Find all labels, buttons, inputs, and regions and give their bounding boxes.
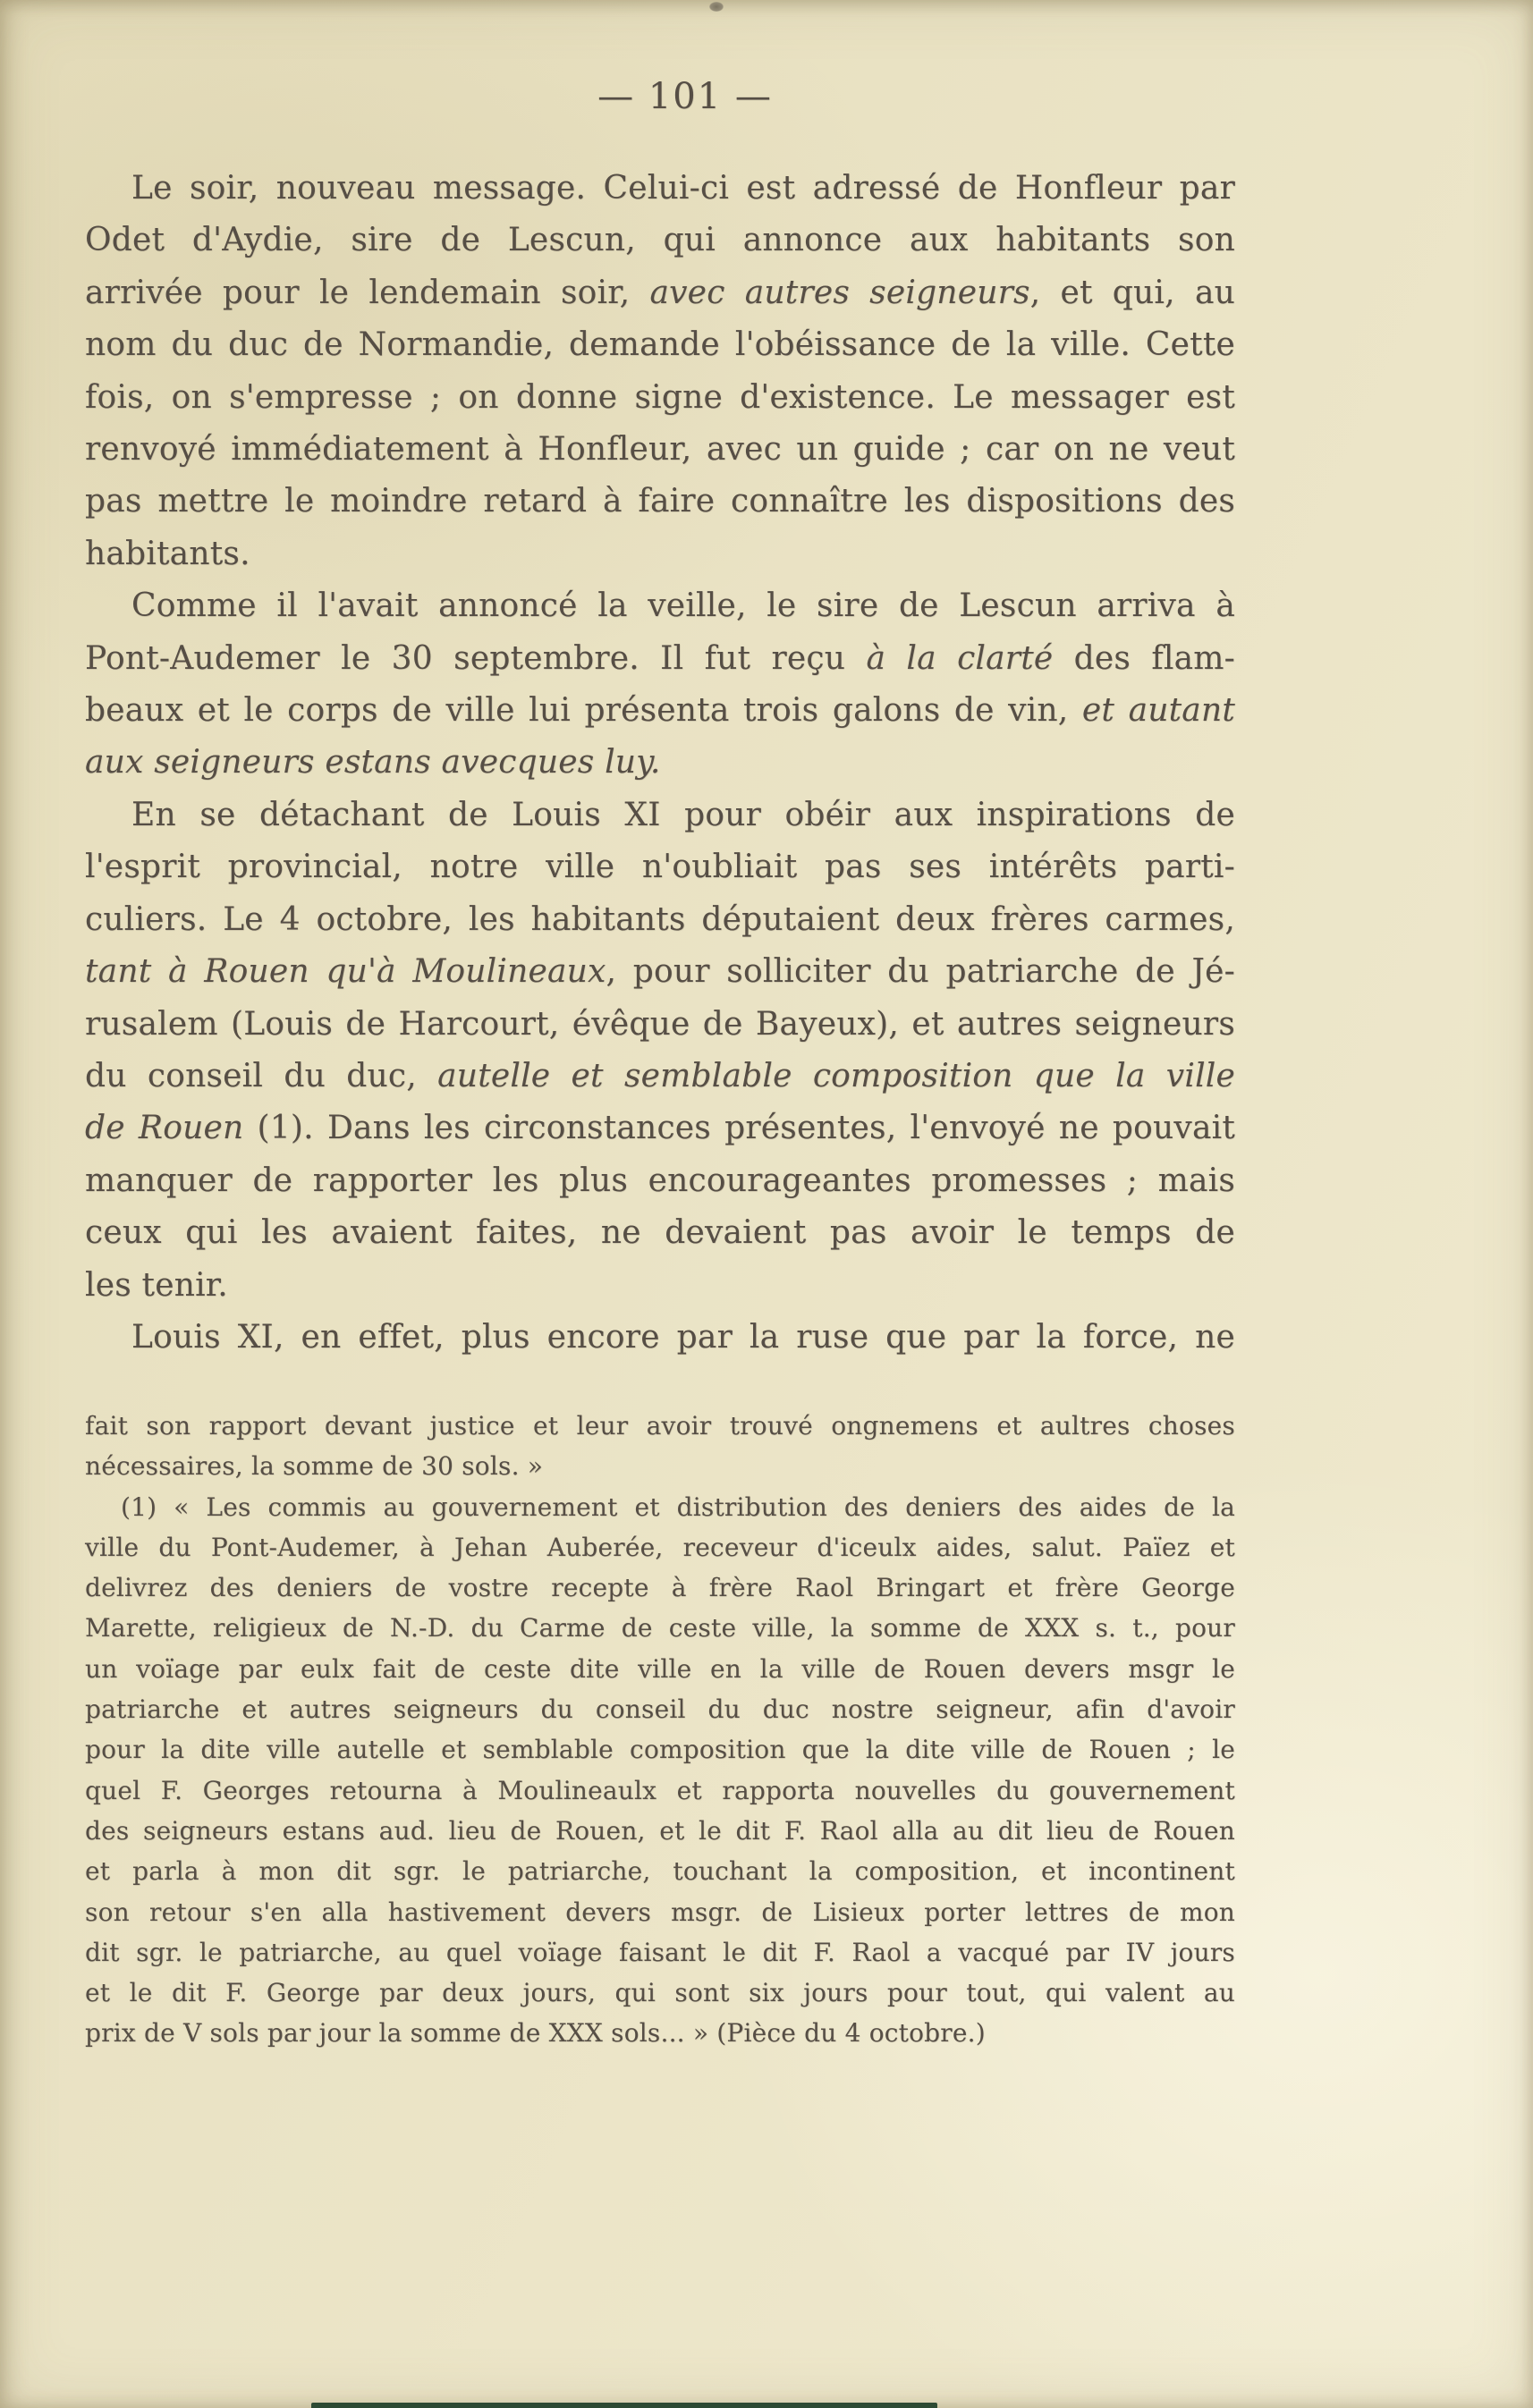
text-segment: un voïage par eulx fait de ceste dite ville en la ville de Rouen devers msgr le	[85, 1653, 1235, 1684]
text-segment: , et qui, au	[1029, 274, 1235, 311]
text-segment: l'esprit provincial, notre ville n'oubliait pas ses intérêts parti-	[85, 849, 1235, 886]
text-segment: fait son rapport devant justice et leur avoir trouvé ongnemens et aultres choses	[85, 1411, 1235, 1441]
text-segment: beaux et le corps de ville lui présenta trois galons de vin,	[85, 692, 1082, 730]
main-text	[85, 163, 1235, 1364]
text-segment: Odet d'Aydie, sire de Lescun, qui annonce aux habitants son	[85, 222, 1235, 259]
italic-phrase: tant à Rouen qu'à Moulineaux	[85, 953, 606, 991]
text-line	[85, 633, 1235, 685]
text-line	[85, 1608, 1235, 1648]
scan-speck	[709, 2, 724, 12]
text-segment: , pour solliciter du patriarche de Jé-	[606, 953, 1235, 991]
text-line	[85, 1689, 1235, 1729]
text-line	[85, 1103, 1235, 1154]
text-line	[85, 1892, 1235, 1932]
text-line	[85, 215, 1235, 266]
text-line	[85, 319, 1235, 371]
text-line	[85, 1051, 1235, 1103]
text-line	[85, 894, 1235, 946]
text-line	[85, 1527, 1235, 1567]
text-segment: delivrez des deniers de vostre recepte à frère Raol Bringart et frère George	[85, 1573, 1235, 1603]
text-line	[85, 163, 1235, 215]
italic-phrase: aux seigneurs estans avecques luy.	[85, 744, 661, 782]
text-line	[85, 999, 1235, 1051]
text-line	[85, 1811, 1235, 1851]
text-line	[85, 1932, 1235, 1973]
text-line	[85, 841, 1235, 893]
text-segment: rusalem (Louis de Harcourt, évêque de Bayeux), et autres seigneurs	[85, 1005, 1235, 1043]
text-line	[85, 267, 1235, 319]
text-segment: Marette, religieux de N.-D. du Carme de ceste ville, la somme de XXX s. t., pour	[85, 1613, 1235, 1643]
text-segment: renvoyé immédiatement à Honfleur, avec un guide ; car on ne veut	[85, 431, 1235, 469]
text-segment: Pont-Audemer le 30 septembre. Il fut reçu	[85, 639, 867, 677]
text-line	[85, 1973, 1235, 2013]
italic-phrase: et autant	[1081, 692, 1236, 730]
text-line	[85, 1851, 1235, 1891]
bottom-green-strip	[311, 2403, 937, 2408]
text-line	[85, 2013, 1235, 2053]
text-line	[85, 372, 1235, 424]
text-segment: du conseil du duc,	[85, 1057, 438, 1094]
page-number: — 101 —	[597, 76, 773, 117]
text-segment: habitants.	[85, 535, 250, 572]
text-segment: ville du Pont-Audemer, à Jehan Auberée, receveur d'iceulx aides, salut. Païez et	[85, 1532, 1235, 1562]
text-line	[85, 1312, 1235, 1364]
text-segment: Louis XI, en effet, plus encore par la ruse que par la force, ne	[131, 1318, 1235, 1356]
text-line	[85, 1729, 1235, 1770]
text-segment: des seigneurs estans aud. lieu de Rouen, et le dit F. Raol alla au dit lieu de Rouen	[85, 1815, 1235, 1846]
text-segment: patriarche et autres seigneurs du conseil du duc nostre seigneur, afin d'avoir	[85, 1694, 1235, 1725]
text-line	[85, 737, 1235, 789]
text-line	[85, 476, 1235, 528]
text-segment: fois, on s'empresse ; on donne signe d'existence. Le messager est	[85, 378, 1235, 416]
text-segment: Le soir, nouveau message. Celui-ci est adressé de Honfleur par	[131, 170, 1235, 207]
text-segment: pas mettre le moindre retard à faire connaître les dispositions des	[85, 483, 1235, 520]
text-segment: dit sgr. le patriarche, au quel voïage faisant le dit F. Raol a vacqué par IV jours	[85, 1937, 1235, 1967]
text-line	[85, 580, 1235, 632]
text-line	[85, 685, 1235, 737]
text-segment: (1). Dans les circonstances présentes, l'envoyé ne pouvait	[243, 1110, 1235, 1147]
text-line	[85, 424, 1235, 476]
text-segment: et parla à mon dit sgr. le patriarche, touchant la composition, et incontinent	[85, 1856, 1235, 1887]
italic-phrase: à la clarté	[866, 639, 1054, 677]
text-segment: son retour s'en alla hastivement devers msgr. de Lisieux porter lettres de mon	[85, 1897, 1235, 1927]
italic-phrase: de Rouen	[85, 1110, 244, 1147]
text-segment: nom du duc de Normandie, demande l'obéissance de la ville. Cette	[85, 326, 1235, 364]
text-line	[85, 790, 1235, 841]
text-line	[85, 946, 1235, 998]
text-line	[85, 1487, 1235, 1527]
text-segment: culiers. Le 4 octobre, les habitants députaient deux frères carmes,	[85, 900, 1235, 938]
text-segment: manquer de rapporter les plus encourageantes promesses ; mais	[85, 1162, 1235, 1199]
text-line	[85, 1770, 1235, 1811]
text-line	[85, 1649, 1235, 1689]
text-line	[85, 1567, 1235, 1608]
text-line	[85, 1155, 1235, 1207]
footnote-text	[85, 1406, 1235, 2054]
text-segment: Comme il l'avait annoncé la veille, le sire de Lescun arriva à	[131, 587, 1235, 625]
text-segment: quel F. Georges retourna à Moulineaulx et rapporta nouvelles du gouvernement	[85, 1775, 1235, 1805]
italic-phrase: avec autres seigneurs	[649, 274, 1030, 311]
italic-phrase: autelle et semblable composition que la ville	[437, 1057, 1235, 1094]
text-segment: En se détachant de Louis XI pour obéir aux inspirations de	[131, 796, 1235, 833]
text-segment: arrivée pour le lendemain soir,	[85, 274, 650, 311]
text-segment: prix de V sols par jour la somme de XXX sols... » (Pièce du 4 octobre.)	[85, 2018, 986, 2049]
text-line	[85, 528, 1235, 580]
text-segment: pour la dite ville autelle et semblable composition que la dite ville de Rouen ; le	[85, 1735, 1235, 1765]
text-line	[85, 1406, 1235, 1446]
text-segment: (1) « Les commis au gouvernement et distribution des deniers des aides de la	[121, 1491, 1235, 1522]
text-segment: les tenir.	[85, 1266, 228, 1304]
text-segment: des flam-	[1053, 639, 1236, 677]
text-line	[85, 1446, 1235, 1486]
text-line	[85, 1260, 1235, 1312]
text-segment: nécessaires, la somme de 30 sols. »	[85, 1451, 544, 1482]
text-segment: ceux qui les avaient faites, ne devaient pas avoir le temps de	[85, 1214, 1235, 1252]
text-line	[85, 1207, 1235, 1259]
text-segment: et le dit F. George par deux jours, qui sont six jours pour tout, qui valent au	[85, 1978, 1235, 2008]
